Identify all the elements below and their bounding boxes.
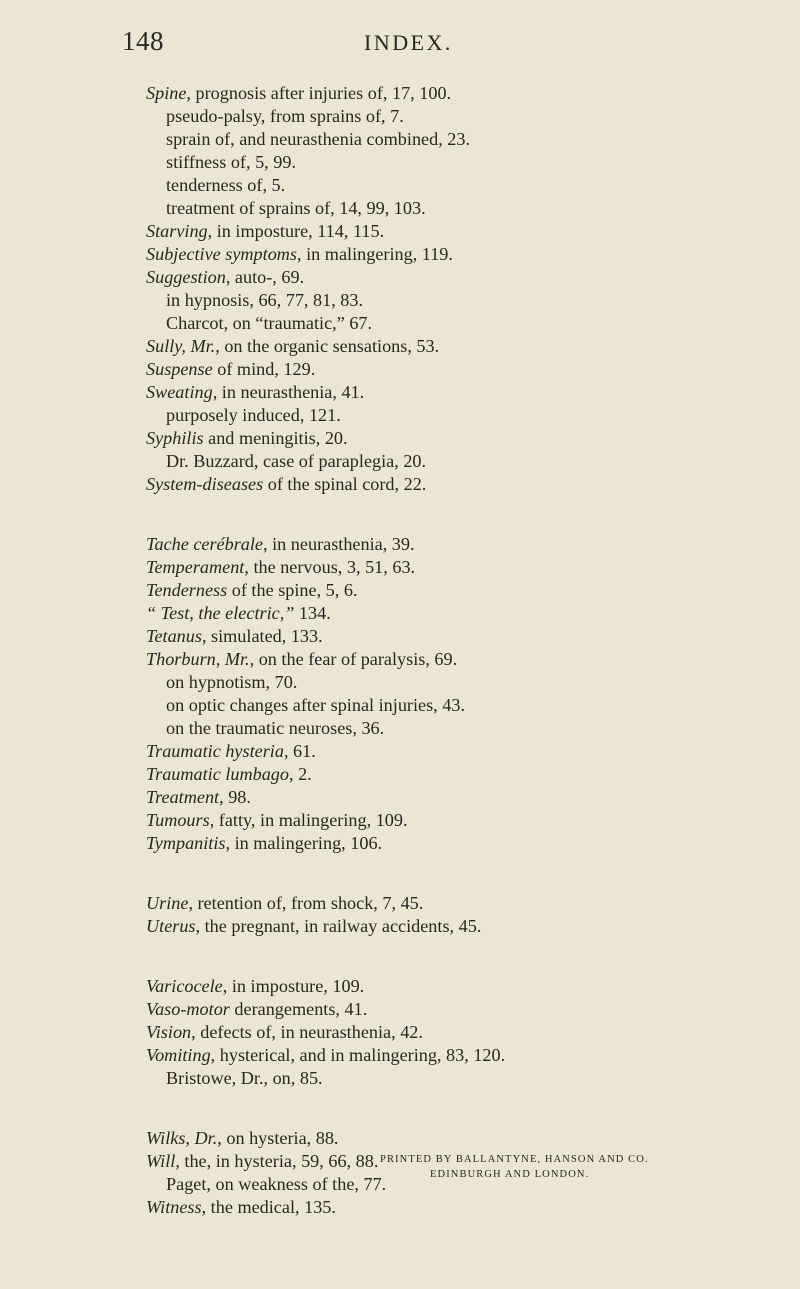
index-references: , defects of, in neurasthenia, 42. xyxy=(191,1022,423,1042)
index-entry xyxy=(146,556,786,579)
index-term: Sully, Mr. xyxy=(146,336,216,356)
index-entry xyxy=(146,892,786,915)
index-references: , in malingering, 119. xyxy=(297,244,453,264)
printer-imprint xyxy=(0,1150,800,1190)
index-entry xyxy=(146,625,786,648)
index-references: , the pregnant, in railway accidents, 45. xyxy=(195,916,482,936)
index-references: of the spinal cord, 22. xyxy=(263,474,427,494)
index-term: Vision xyxy=(146,1022,192,1042)
index-references: , on the organic sensations, 53. xyxy=(215,336,440,356)
index-references: of the spine, 5, 6. xyxy=(227,580,358,600)
index-references: Bristowe, Dr., on, 85. xyxy=(166,1068,323,1088)
index-references: , on hysteria, 88. xyxy=(217,1128,339,1148)
index-term: Tumours xyxy=(146,810,210,830)
index-term: Varicocele xyxy=(146,976,223,996)
index-entry xyxy=(146,579,786,602)
index-entry xyxy=(146,266,786,289)
index-term: Sweating xyxy=(146,382,213,402)
index-references: , hysterical, and in malingering, 83, 120. xyxy=(210,1045,506,1065)
index-term: Treatment xyxy=(146,787,220,807)
index-references: tenderness of, 5. xyxy=(166,175,286,195)
index-term: Uterus xyxy=(146,916,196,936)
index-references: , fatty, in malingering, 109. xyxy=(209,810,408,830)
index-references: , in imposture, 114, 115. xyxy=(207,221,385,241)
index-entry xyxy=(146,82,786,105)
index-term: Tache cerébrale xyxy=(146,534,264,554)
index-term: Vomiting xyxy=(146,1045,211,1065)
index-entry xyxy=(146,1127,786,1150)
index-references: , in neurasthenia, 41. xyxy=(212,382,365,402)
index-references: treatment of sprains of, 14, 99, 103. xyxy=(166,198,426,218)
index-entry xyxy=(146,602,786,625)
index-references: , in imposture, 109. xyxy=(222,976,365,996)
index-subentry xyxy=(146,1067,786,1090)
index-term: Thorburn, Mr. xyxy=(146,649,250,669)
index-references: , on the fear of paralysis, 69. xyxy=(249,649,458,669)
index-subentry xyxy=(146,312,786,335)
index-term: Traumatic lumbago xyxy=(146,764,289,784)
index-term: Spine xyxy=(146,83,187,103)
index-references: , 61. xyxy=(283,741,316,761)
index-references: , in neurasthenia, 39. xyxy=(263,534,415,554)
index-references: , the medical, 135. xyxy=(201,1197,336,1217)
index-references: , auto-, 69. xyxy=(225,267,305,287)
index-references: stiffness of, 5, 99. xyxy=(166,152,297,172)
index-entry xyxy=(146,998,786,1021)
index-term: “ Test, the electric,” xyxy=(146,603,295,623)
index-entry xyxy=(146,358,786,381)
index-subentry xyxy=(146,174,786,197)
running-head: INDEX. xyxy=(364,30,453,55)
index-entry xyxy=(146,533,786,556)
index-references: derangements, 41. xyxy=(229,999,368,1019)
index-term: Wilks, Dr. xyxy=(146,1128,218,1148)
index-references: , retention of, from shock, 7, 45. xyxy=(188,893,424,913)
index-entry xyxy=(146,1196,786,1219)
index-subentry xyxy=(146,289,786,312)
index-entry xyxy=(146,809,786,832)
index-entry xyxy=(146,1044,786,1067)
index-entry xyxy=(146,648,786,671)
index-references: on optic changes after spinal injuries, 43. xyxy=(166,695,466,715)
page-number: 148 xyxy=(122,26,164,56)
index-term: Subjective symptoms xyxy=(146,244,298,264)
index-entry xyxy=(146,763,786,786)
index-subentry xyxy=(146,151,786,174)
index-subentry xyxy=(146,694,786,717)
index-term: Will xyxy=(146,1151,176,1171)
index-entry xyxy=(146,220,786,243)
index-term: Urine xyxy=(146,893,189,913)
index-references: of mind, 129. xyxy=(212,359,316,379)
index-term: Tetanus xyxy=(146,626,202,646)
index-references: purposely induced, 121. xyxy=(166,405,341,425)
index-entry xyxy=(146,975,786,998)
index-subentry xyxy=(146,450,786,473)
imprint-printer: PRINTED BY BALLANTYNE, HANSON AND CO. xyxy=(380,1154,649,1165)
index-subentry xyxy=(146,404,786,427)
index-entry xyxy=(146,786,786,809)
index-references: , 2. xyxy=(289,764,312,784)
index-entry xyxy=(146,381,786,404)
letter-group-gap xyxy=(146,496,786,533)
index-references: Paget, on weakness of the, 77. xyxy=(166,1174,387,1194)
index-term: Suspense xyxy=(146,359,213,379)
index-references: on hypnotism, 70. xyxy=(166,672,298,692)
index-term: Tenderness xyxy=(146,580,228,600)
index-references: , prognosis after injuries of, 17, 100. xyxy=(186,83,452,103)
index-references: 134. xyxy=(294,603,331,623)
index-term: Traumatic hysteria xyxy=(146,741,284,761)
index-term: Temperament xyxy=(146,557,245,577)
index-term: Tympanitis xyxy=(146,833,226,853)
index-references: , 98. xyxy=(219,787,251,807)
index-references: pseudo-palsy, from sprains of, 7. xyxy=(166,106,404,126)
index-term: Syphilis xyxy=(146,428,204,448)
index-references: , the, in hysteria, 59, 66, 88. xyxy=(175,1151,379,1171)
index-references: , in malingering, 106. xyxy=(225,833,383,853)
index-references: and meningitis, 20. xyxy=(203,428,348,448)
index-term: Witness xyxy=(146,1197,202,1217)
index-subentry xyxy=(146,128,786,151)
index-entry xyxy=(146,473,786,496)
index-list xyxy=(146,82,786,1219)
index-term: System-diseases xyxy=(146,474,264,494)
letter-group-gap xyxy=(146,938,786,975)
index-references: , simulated, 133. xyxy=(201,626,323,646)
index-entry xyxy=(146,915,786,938)
index-entry xyxy=(146,335,786,358)
index-references: sprain of, and neurasthenia combined, 23. xyxy=(166,129,471,149)
index-term: Suggestion xyxy=(146,267,226,287)
letter-group-gap xyxy=(146,1090,786,1127)
index-entry xyxy=(146,427,786,450)
index-subentry xyxy=(146,717,786,740)
index-term: Vaso-motor xyxy=(146,999,230,1019)
index-references: on the traumatic neuroses, 36. xyxy=(166,718,385,738)
index-references: Charcot, on “traumatic,” 67. xyxy=(166,313,373,333)
index-term: Starving xyxy=(146,221,208,241)
index-references: in hypnosis, 66, 77, 81, 83. xyxy=(166,290,364,310)
index-entry xyxy=(146,243,786,266)
index-subentry xyxy=(146,671,786,694)
index-entry xyxy=(146,832,786,855)
index-subentry xyxy=(146,105,786,128)
page-header xyxy=(0,22,800,62)
index-entry xyxy=(146,740,786,763)
imprint-location: EDINBURGH AND LONDON. xyxy=(430,1169,590,1180)
index-subentry xyxy=(146,197,786,220)
index-entry xyxy=(146,1021,786,1044)
index-references: Dr. Buzzard, case of paraplegia, 20. xyxy=(166,451,427,471)
index-references: , the nervous, 3, 51, 63. xyxy=(244,557,416,577)
letter-group-gap xyxy=(146,855,786,892)
